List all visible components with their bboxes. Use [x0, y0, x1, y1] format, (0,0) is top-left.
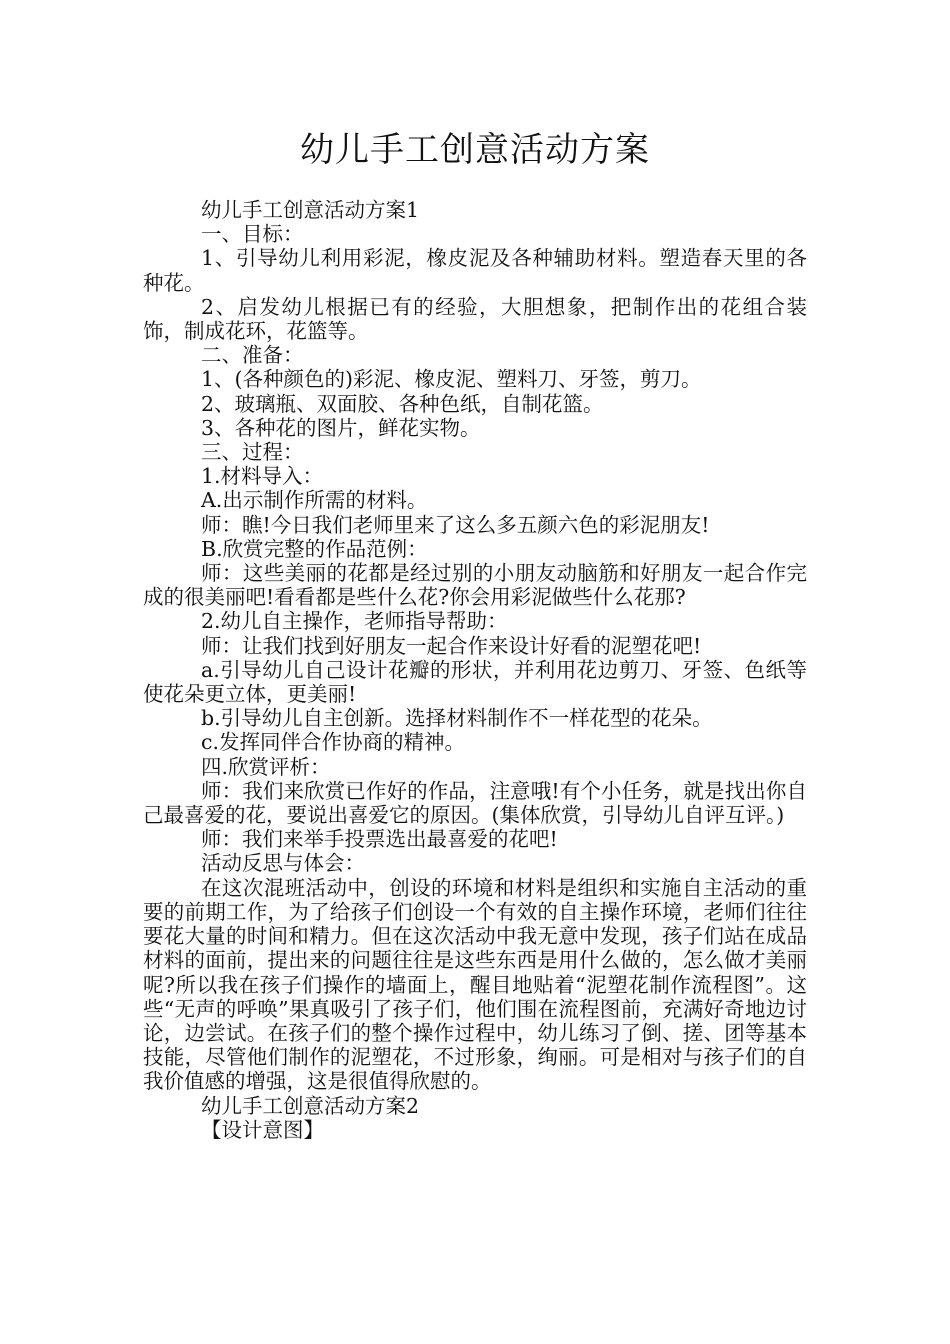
process-step-2: 2.幼儿自主操作，老师指导帮助：	[201, 609, 508, 634]
teacher-line-2: 师：这些美丽的花都是经过别的小朋友动脑筋和好朋友一起合作完成的很美丽吧!看看都是些什么花?你会用彩泥做些什么花那?	[143, 561, 807, 610]
heading-reflection: 活动反思与体会：	[201, 851, 365, 876]
process-step-1a: A.出示制作所需的材料。	[201, 488, 428, 513]
preparation-item-2: 2、玻璃瓶、双面胶、各种色纸，自制花篮。	[201, 391, 604, 416]
heading-design-intent: 【设计意图】	[201, 1117, 324, 1142]
section-heading-plan-1: 幼儿手工创意活动方案1	[201, 198, 420, 222]
process-step-2a: a.引导幼儿自己设计花瓣的形状，并利用花边剪刀、牙签、色纸等使花朵更立体，更美丽!	[143, 657, 807, 707]
section-heading-plan-2: 幼儿手工创意活动方案2	[201, 1093, 420, 1118]
heading-appreciation: 四.欣赏评析：	[201, 754, 331, 779]
process-step-1b: B.欣赏完整的作品范例：	[201, 536, 428, 561]
heading-process: 三、过程：	[201, 440, 304, 465]
goal-item-1: 1、引导幼儿利用彩泥，橡皮泥及各种辅助材料。塑造春天里的各种花。	[143, 246, 807, 295]
teacher-line-1: 师：瞧!今日我们老师里来了这么多五颜六色的彩泥朋友!	[201, 512, 710, 537]
teacher-line-5: 师：我们来举手投票选出最喜爱的花吧!	[201, 827, 558, 852]
process-step-1: 1.材料导入：	[201, 464, 324, 489]
goal-item-2: 2、启发幼儿根据已有的经验，大胆想象，把制作出的花组合装饰，制成花环，花篮等。	[143, 294, 807, 344]
document-body	[143, 198, 807, 1142]
process-step-2b: b.引导幼儿自主创新。选择材料制作不一样花型的花朵。	[201, 706, 713, 731]
process-step-2c: c.发挥同伴合作协商的精神。	[201, 730, 465, 755]
heading-goals: 一、目标：	[201, 222, 304, 247]
heading-preparation: 二、准备：	[201, 343, 304, 368]
preparation-item-1: 1、(各种颜色的)彩泥、橡皮泥、塑料刀、牙签，剪刀。	[201, 367, 702, 392]
document-title: 幼儿手工创意活动方案	[300, 130, 650, 170]
teacher-line-4: 师：我们来欣赏已作好的作品，注意哦!有个小任务，就是找出你自己最喜爱的花，要说出喜爱它的原因。(集体欣赏，引导幼儿自评互评。)	[143, 778, 807, 828]
reflection-paragraph: 在这次混班活动中，创设的环境和材料是组织和实施自主活动的重要的前期工作，为了给孩子们创设一个有效的自主操作环境，老师们往往要花大量的时间和精力。但在这次活动中我无意中发现，孩子们站在成品材料的面前，提出来的问题往往是这些东西是用什么做的，怎么做才美丽呢?所以我在孩子们操作的墙面上，醒目地贴着“泥塑花制作流程图”。这些“无声的呼唤”果真吸引了孩子们，他们围在流程图前，充满好奇地边讨论，边尝试。在孩子们的整个操作过程中，幼儿练习了倒、搓、团等基本技能，尽管他们制作的泥塑花，不过形象，绚丽。可是相对与孩子们的自我价值感的增强，这是很值得欣慰的。	[143, 875, 807, 1094]
preparation-item-3: 3、各种花的图片，鲜花实物。	[201, 415, 481, 440]
teacher-line-3: 师：让我们找到好朋友一起合作来设计好看的泥塑花吧!	[201, 633, 702, 658]
